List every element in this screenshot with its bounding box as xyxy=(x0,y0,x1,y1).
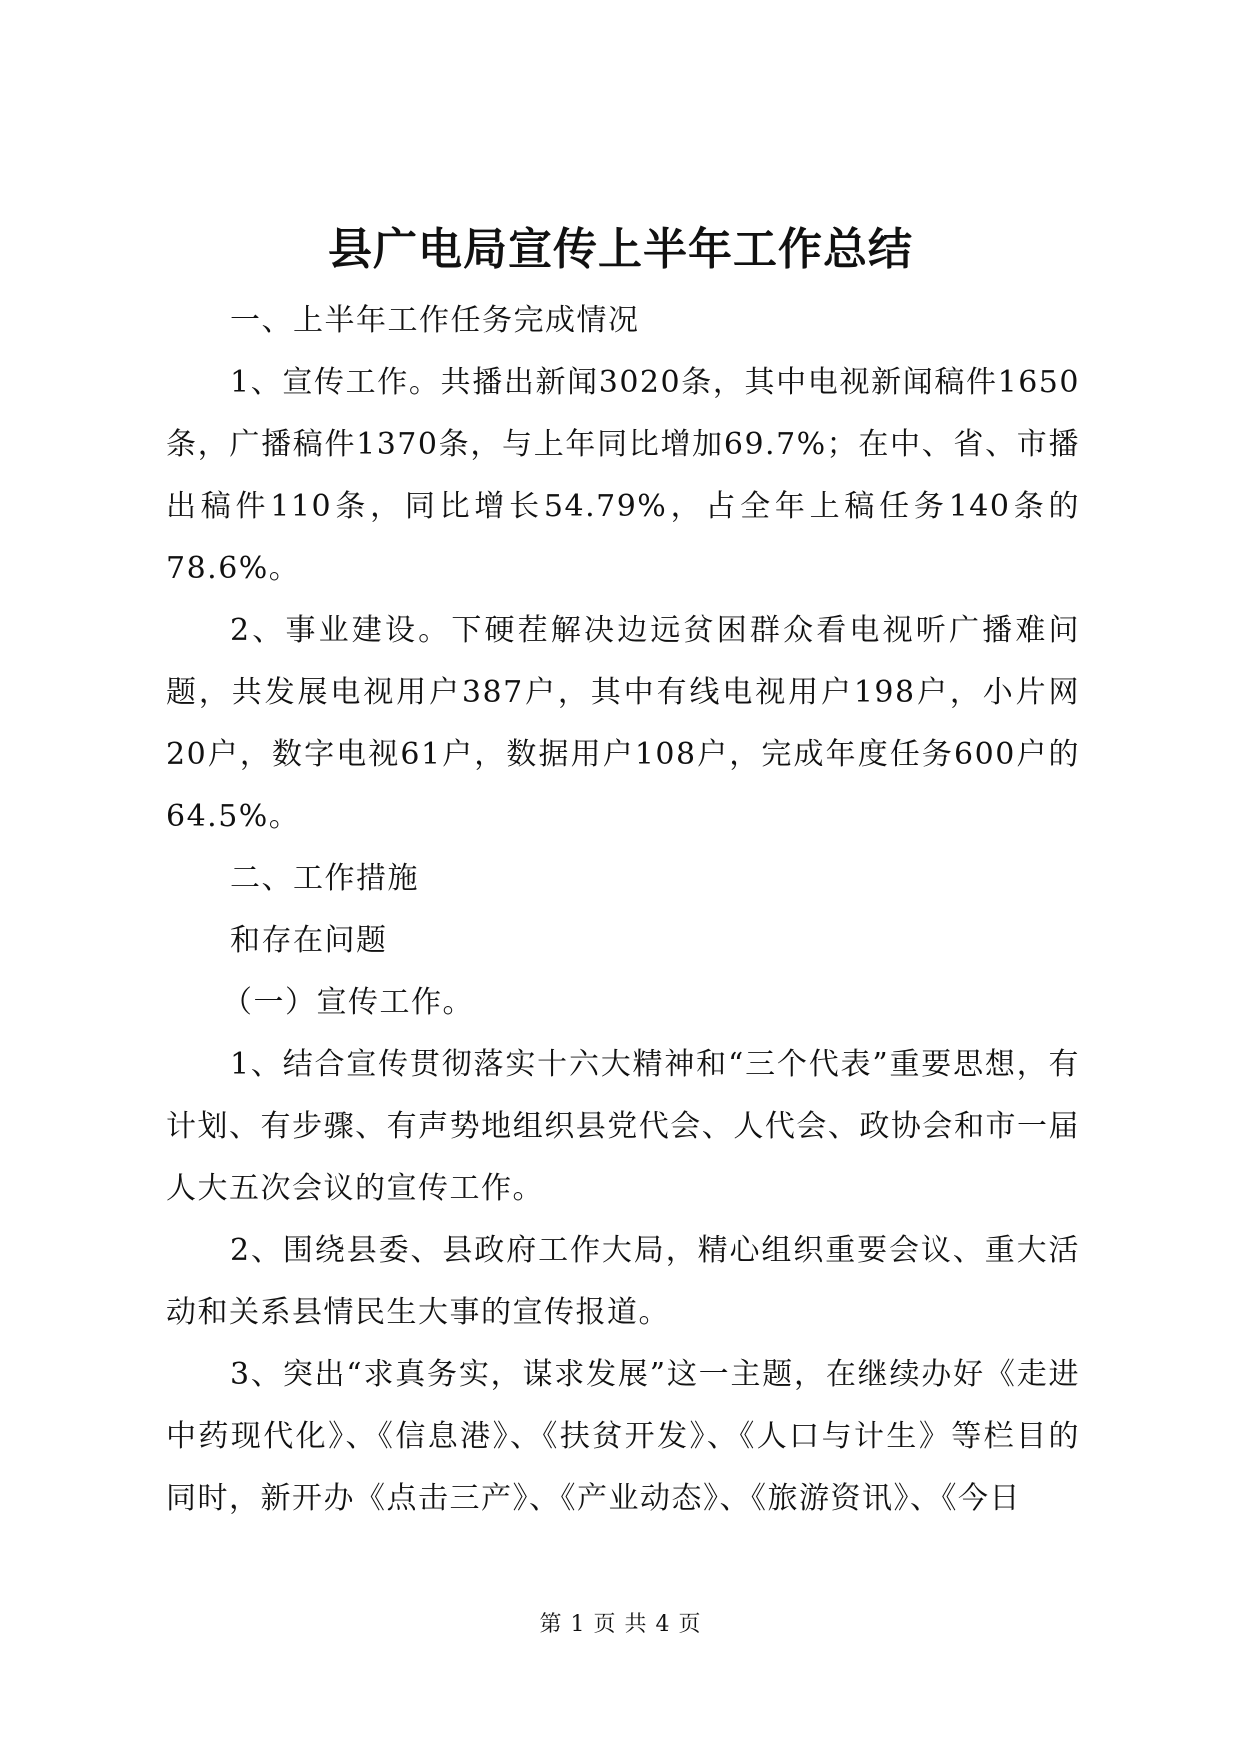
section-heading-1: 一、上半年工作任务完成情况 xyxy=(230,303,640,338)
paragraph-measure-2: 2、围绕县委、县政府工作大局，精心组织重要会议、重大活动和关系县情民生大事的宣传报道。 xyxy=(166,1233,1080,1330)
document-body xyxy=(166,290,1080,1530)
paragraph-publicity-stats: 1、宣传工作。共播出新闻3020条，其中电视新闻稿件1650条，广播稿件1370条，与上年同比增加69.7%；在中、省、市播出稿件110条，同比增长54.79%，占全年上稿任务140条的78.6%。 xyxy=(166,365,1080,586)
section-heading-2: 二、工作措施 xyxy=(230,861,419,896)
paragraph-construction-stats: 2、事业建设。下硬茬解决边远贫困群众看电视听广播难问题，共发展电视用户387户，其中有线电视用户198户，小片网20户，数字电视61户，数据用户108户，完成年度任务600户的64.5%。 xyxy=(166,613,1080,834)
subsection-heading: （一）宣传工作。 xyxy=(222,985,474,1020)
paragraph-measure-1: 1、结合宣传贯彻落实十六大精神和“三个代表”重要思想，有计划、有步骤、有声势地组织县党代会、人代会、政协会和市一届人大五次会议的宣传工作。 xyxy=(166,1047,1080,1206)
page-footer: 第 1 页 共 4 页 xyxy=(539,1612,702,1637)
paragraph-measure-3: 3、突出“求真务实，谋求发展”这一主题，在继续办好《走进中药现代化》、《信息港》、《扶贫开发》、《人口与计生》等栏目的同时，新开办《点击三产》、《产业动态》、《旅游资讯》、《今日 xyxy=(166,1357,1080,1516)
document-title: 县广电局宣传上半年工作总结 xyxy=(328,224,913,275)
section-heading-2-continued: 和存在问题 xyxy=(230,923,388,958)
